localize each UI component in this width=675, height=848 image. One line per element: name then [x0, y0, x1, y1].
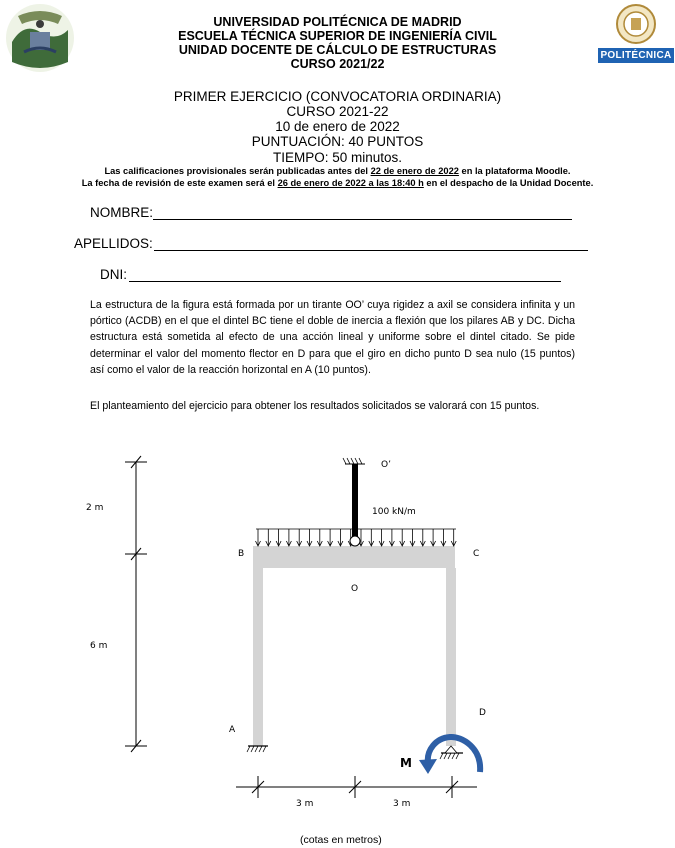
notice-grades-date: 22 de enero de 2022 [370, 166, 459, 176]
notice-review-date: 26 de enero de 2022 a las 18:40 h [277, 178, 424, 188]
tie-oo-prime [352, 464, 358, 542]
node-o-prime-label: O’ [381, 460, 391, 470]
support-d-hatch [440, 753, 459, 759]
nombre-field[interactable] [153, 219, 572, 220]
notice-grades-b: en la plataforma Moodle. [458, 166, 571, 176]
exam-date: 10 de enero de 2022 [275, 119, 400, 134]
column-ab [253, 568, 263, 746]
problem-statement: La estructura de la figura está formada por un tirante OO’ cuya rigidez a axil se considera infinita y un pórtico (ACDB) en el que el dintel BC tiene el doble de inercia a flexión que los pilares AB y DC. Dicha estructura está sometida al efecto de una acción lineal y uniforme sobre el dintel citado. Se pide determinar el valor del momento flector en D para que el giro en dicho punto D sea nulo (15 puntos) así como el valor de la reacción horizontal en A (10 puntos). [90, 299, 575, 376]
support-a-hatch [247, 746, 266, 752]
school-name: ESCUELA TÉCNICA SUPERIOR DE INGENIERÍA CIVIL [178, 29, 497, 43]
notice-grades [0, 165, 675, 177]
figure-caption: (cotas en metros) [300, 834, 382, 846]
column-dc [446, 568, 456, 746]
moment-label: M [400, 756, 412, 770]
dim-3m-right-label: 3 m [393, 799, 411, 809]
support-d-pin [445, 746, 457, 753]
dim-6m-label: 6 m [90, 641, 108, 651]
tie-support-hatch [343, 458, 362, 464]
notice-review-a: La fecha de revisión de este examen será el [81, 178, 278, 188]
nombre-label: NOMBRE: [90, 205, 154, 220]
notice-review [0, 177, 675, 189]
exam-course: CURSO 2021-22 [286, 104, 389, 119]
dni-label: DNI: [100, 267, 127, 282]
node-c-label: C [473, 549, 480, 559]
beam-bc [253, 546, 455, 568]
moment-arrowhead-icon [419, 759, 437, 774]
academic-year: CURSO 2021/22 [290, 57, 385, 71]
grading-note: El planteamiento del ejercicio para obtener los resultados solicitados se valorará con 15 puntos. [90, 400, 540, 412]
dim-2m-label: 2 m [86, 503, 104, 513]
node-b-label: B [238, 549, 245, 559]
dim-3m-left-label: 3 m [296, 799, 314, 809]
node-o-label: O [351, 584, 359, 594]
exam-time: TIEMPO: 50 minutos. [272, 150, 403, 165]
exam-score: PUNTUACIÓN: 40 PUNTOS [251, 134, 424, 149]
upm-seal-icon [598, 2, 674, 48]
node-d-label: D [479, 708, 486, 718]
apellidos-label: APELLIDOS: [74, 236, 153, 251]
structure-figure [0, 440, 675, 848]
node-a-label: A [229, 725, 236, 735]
load-label: 100 kN/m [372, 507, 416, 517]
pin-o [350, 536, 360, 546]
notice-grades-a: Las calificaciones provisionales serán publicadas antes del [104, 166, 371, 176]
exam-title: PRIMER EJERCICIO (CONVOCATORIA ORDINARIA) [173, 89, 502, 104]
university-name: UNIVERSIDAD POLITÉCNICA DE MADRID [213, 15, 462, 29]
department-name: UNIDAD DOCENTE DE CÁLCULO DE ESTRUCTURAS [178, 43, 497, 57]
upm-logo [598, 2, 674, 64]
notice-review-b: en el despacho de la Unidad Docente. [423, 178, 594, 188]
upm-logo-text: POLITÉCNICA [598, 48, 674, 63]
dni-field[interactable] [129, 281, 561, 282]
apellidos-field[interactable] [154, 250, 588, 251]
